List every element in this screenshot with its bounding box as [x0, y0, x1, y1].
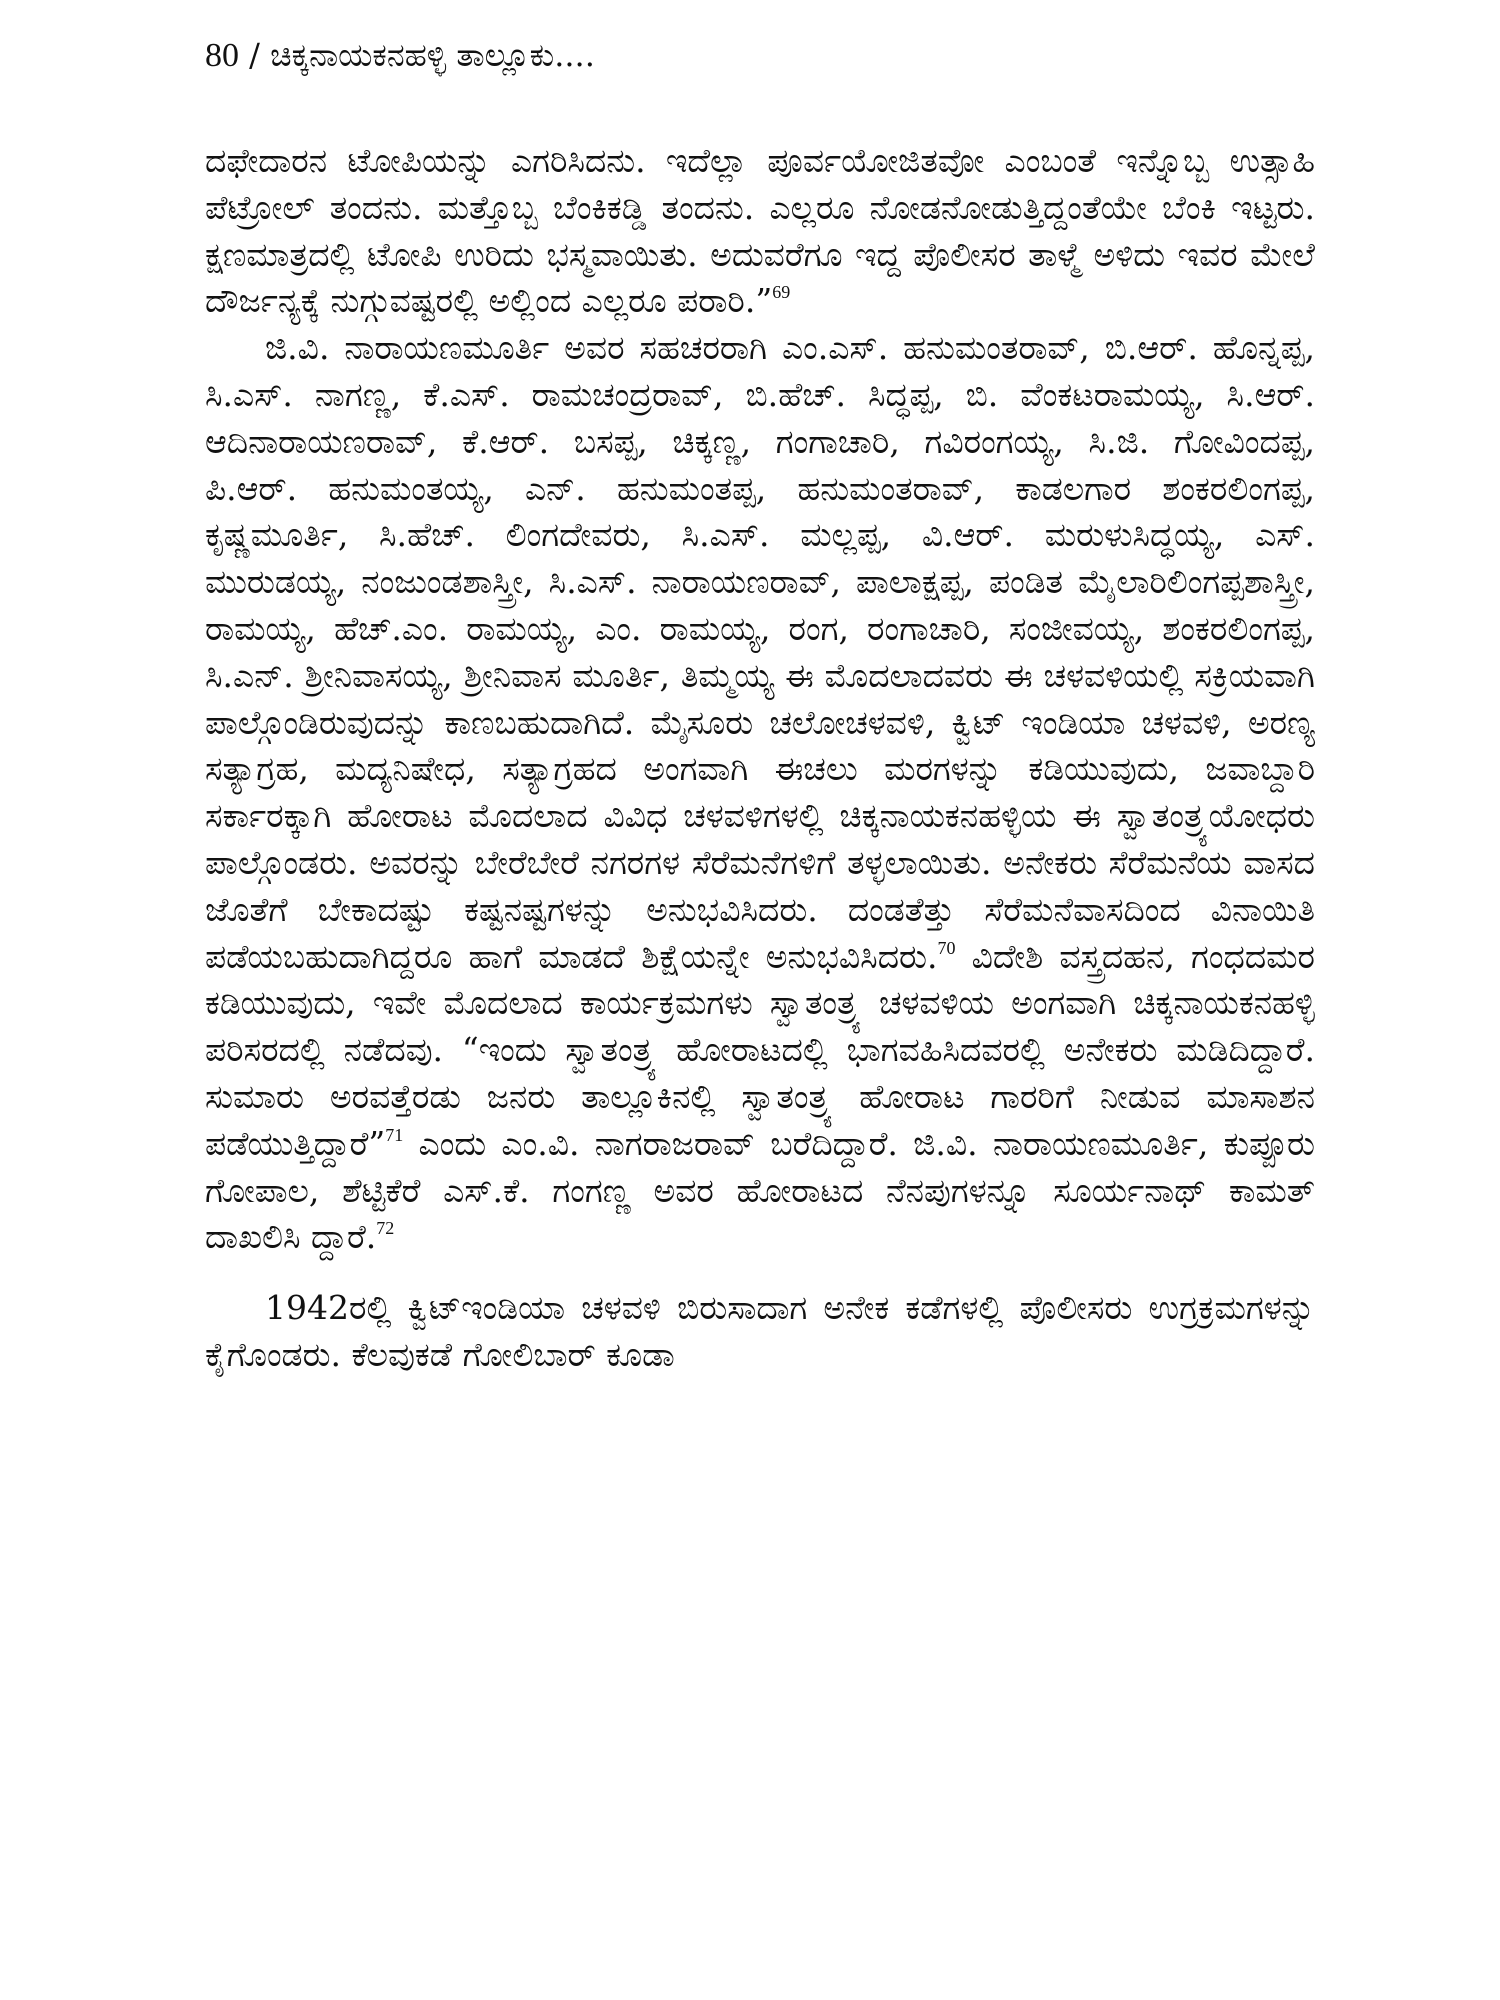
- footnote-marker-71: 71: [385, 1124, 404, 1145]
- footnote-marker-69: 69: [772, 282, 791, 303]
- paragraph-text: ಎಂದು ಎಂ.ವಿ. ನಾಗರಾಜರಾವ್ ಬರೆದಿದ್ದಾರೆ. ಜಿ.ವಿ. ನಾರಾಯಣಮೂರ್ತಿ, ಕುಪ್ಪೂರು ಗೋಪಾಲ, ಶೆಟ್ಟಿಕೆರೆ ಎಸ್.ಕೆ. ಗಂಗಣ್ಣ ಅವರ ಹೋರಾಟದ ನೆನಪುಗಳನ್ನೂ ಸೂರ್ಯನಾಥ್ ಕಾಮತ್ ದಾಖಲಿಸಿ ದ್ದಾರೆ.: [205, 1123, 1315, 1257]
- paragraph-text: ಜಿ.ವಿ. ನಾರಾಯಣಮೂರ್ತಿ ಅವರ ಸಹಚರರಾಗಿ ಎಂ.ಎಸ್. ಹನುಮಂತರಾವ್, ಬಿ.ಆರ್. ಹೊನ್ನಪ್ಪ, ಸಿ.ಎಸ್. ನಾಗಣ್ಣ, ಕೆ.ಎಸ್. ರಾಮಚಂದ್ರರಾವ್, ಬಿ.ಹೆಚ್. ಸಿದ್ಧಪ್ಪ, ಬಿ. ವೆಂಕಟರಾಮಯ್ಯ, ಸಿ.ಆರ್. ಆದಿನಾರಾಯಣರಾವ್, ಕೆ.ಆರ್. ಬಸಪ್ಪ, ಚಿಕ್ಕಣ್ಣ, ಗಂಗಾಚಾರಿ, ಗವಿರಂಗಯ್ಯ, ಸಿ.ಜಿ. ಗೋವಿಂದಪ್ಪ, ಪಿ.ಆರ್. ಹನುಮಂತಯ್ಯ, ಎನ್. ಹನುಮಂತಪ್ಪ, ಹನುಮಂತರಾವ್, ಕಾಡಲಗಾರ ಶಂಕರಲಿಂಗಪ್ಪ, ಕೃಷ್ಣಮೂರ್ತಿ, ಸಿ.ಹೆಚ್. ಲಿಂಗದೇವರು, ಸಿ.ಎಸ್. ಮಲ್ಲಪ್ಪ, ವಿ.ಆರ್. ಮರುಳುಸಿದ್ಧಯ್ಯ, ಎಸ್. ಮುರುಡಯ್ಯ, ನಂಜುಂಡಶಾಸ್ತ್ರೀ, ಸಿ.ಎಸ್. ನಾರಾಯಣರಾವ್, ಪಾಲಾಕ್ಷಪ್ಪ, ಪಂಡಿತ ಮೈಲಾರಿಲಿಂಗಪ್ಪಶಾಸ್ತ್ರೀ, ರಾಮಯ್ಯ, ಹೆಚ್.ಎಂ. ರಾಮಯ್ಯ, ಎಂ. ರಾಮಯ್ಯ, ರಂಗ, ರಂಗಾಚಾರಿ, ಸಂಜೀವಯ್ಯ, ಶಂಕರಲಿಂಗಪ್ಪ, ಸಿ.ಎನ್. ಶ್ರೀನಿವಾಸಯ್ಯ, ಶ್ರೀನಿವಾಸ ಮೂರ್ತಿ, ತಿಮ್ಮಯ್ಯ ಈ ಮೊದಲಾದವರು ಈ ಚಳವಳಿಯಲ್ಲಿ ಸಕ್ರಿಯವಾಗಿ ಪಾಲ್ಗೊಂಡಿರುವುದನ್ನು ಕಾಣಬಹುದಾಗಿದೆ. ಮೈಸೂರು ಚಲೋಚಳವಳಿ, ಕ್ವಿಟ್ ಇಂಡಿಯಾ ಚಳವಳಿ, ಅರಣ್ಯ ಸತ್ಯಾಗ್ರಹ, ಮದ್ಯನಿಷೇಧ, ಸತ್ಯಾಗ್ರಹದ ಅಂಗವಾಗಿ ಈಚಲು ಮರಗಳನ್ನು ಕಡಿಯುವುದು, ಜವಾಬ್ದಾರಿ ಸರ್ಕಾರಕ್ಕಾಗಿ ಹೋರಾಟ ಮೊದಲಾದ ವಿವಿಧ ಚಳವಳಿಗಳಲ್ಲಿ ಚಿಕ್ಕನಾಯಕನಹಳ್ಳಿಯ ಈ ಸ್ವಾತಂತ್ರ್ಯಯೋಧರು ಪಾಲ್ಗೊಂಡರು. ಅವರನ್ನು ಬೇರೆಬೇರೆ ನಗರಗಳ ಸೆರೆಮನೆಗಳಿಗೆ ತಳ್ಳಲಾಯಿತು. ಅನೇಕರು ಸೆರೆಮನೆಯ ವಾಸದ ಜೊತೆಗೆ ಬೇಕಾದಷ್ಟು ಕಷ್ಟನಷ್ಟಗಳನ್ನು ಅನುಭವಿಸಿದರು. ದಂಡತೆತ್ತು ಸೆರೆಮನೆವಾಸದಿಂದ ವಿನಾಯಿತಿ ಪಡೆಯಬಹುದಾಗಿದ್ದರೂ ಹಾಗೆ ಮಾಡದೆ ಶಿಕ್ಷೆಯನ್ನೇ ಅನುಭವಿಸಿದರು.: [205, 328, 1315, 976]
- footnote-marker-72: 72: [376, 1218, 395, 1239]
- footnote-marker-70: 70: [937, 937, 956, 958]
- header-separator: /: [249, 36, 260, 74]
- header-title: ಚಿಕ್ಕನಾಯಕನಹಳ್ಳಿ ತಾಲ್ಲೂಕು....: [270, 36, 595, 74]
- paragraph-1: [205, 138, 1315, 325]
- paragraph-text: 1942ರಲ್ಲಿ ಕ್ವಿಟ್‌ಇಂಡಿಯಾ ಚಳವಳಿ ಬಿರುಸಾದಾಗ ಅನೇಕ ಕಡೆಗಳಲ್ಲಿ ಪೊಲೀಸರು ಉಗ್ರಕ್ರಮಗಳನ್ನು ಕೈಗೊಂಡರು. ಕೆಲವುಕಡೆ ಗೋಲಿಬಾರ್ ಕೂಡಾ: [205, 1288, 1315, 1374]
- page-number: 80: [205, 37, 239, 74]
- paragraph-2: [205, 325, 1315, 1261]
- running-header: [205, 30, 595, 81]
- paragraph-text: ವಿದೇಶಿ ವಸ್ತ್ರದಹನ, ಗಂಧದಮರ ಕಡಿಯುವುದು, ಇವೇ ಮೊದಲಾದ ಕಾರ್ಯಕ್ರಮಗಳು ಸ್ವಾತಂತ್ರ್ಯ ಚಳವಳಿಯ ಅಂಗವಾಗಿ ಚಿಕ್ಕನಾಯಕನಹಳ್ಳಿ ಪರಿಸರದಲ್ಲಿ ನಡೆದವು. “ಇಂದು ಸ್ವಾತಂತ್ರ್ಯ ಹೋರಾಟದಲ್ಲಿ ಭಾಗವಹಿಸಿದವರಲ್ಲಿ ಅನೇಕರು ಮಡಿದಿದ್ದಾರೆ. ಸುಮಾರು ಅರವತ್ತೆರಡು ಜನರು ತಾಲ್ಲೂಕಿನಲ್ಲಿ ಸ್ವಾತಂತ್ರ್ಯ ಹೋರಾಟ ಗಾರರಿಗೆ ನೀಡುವ ಮಾಸಾಶನ ಪಡೆಯುತ್ತಿದ್ದಾರೆ”: [205, 936, 1315, 1163]
- paragraph-text: ದಫೇದಾರನ ಟೋಪಿಯನ್ನು ಎಗರಿಸಿದನು. ಇದೆಲ್ಲಾ ಪೂರ್ವಯೋಜಿತವೋ ಎಂಬಂತೆ ಇನ್ನೊಬ್ಬ ಉತ್ಸಾಹಿ ಪೆಟ್ರೋಲ್ ತಂದನು. ಮತ್ತೊಬ್ಬ ಬೆಂಕಿಕಡ್ಡಿ ತಂದನು. ಎಲ್ಲರೂ ನೋಡನೋಡುತ್ತಿದ್ದಂತೆಯೇ ಬೆಂಕಿ ಇಟ್ಟರು. ಕ್ಷಣಮಾತ್ರದಲ್ಲಿ ಟೋಪಿ ಉರಿದು ಭಸ್ಮವಾಯಿತು. ಅದುವರೆಗೂ ಇದ್ದ ಪೊಲೀಸರ ತಾಳ್ಮೆ ಅಳಿದು ಇವರ ಮೇಲೆ ದೌರ್ಜನ್ಯಕ್ಕೆ ನುಗ್ಗುವಷ್ಟರಲ್ಲಿ ಅಲ್ಲಿಂದ ಎಲ್ಲರೂ ಪರಾರಿ.”: [205, 141, 1315, 321]
- paragraph-3: [205, 1285, 1315, 1379]
- body-text: [205, 138, 1315, 1379]
